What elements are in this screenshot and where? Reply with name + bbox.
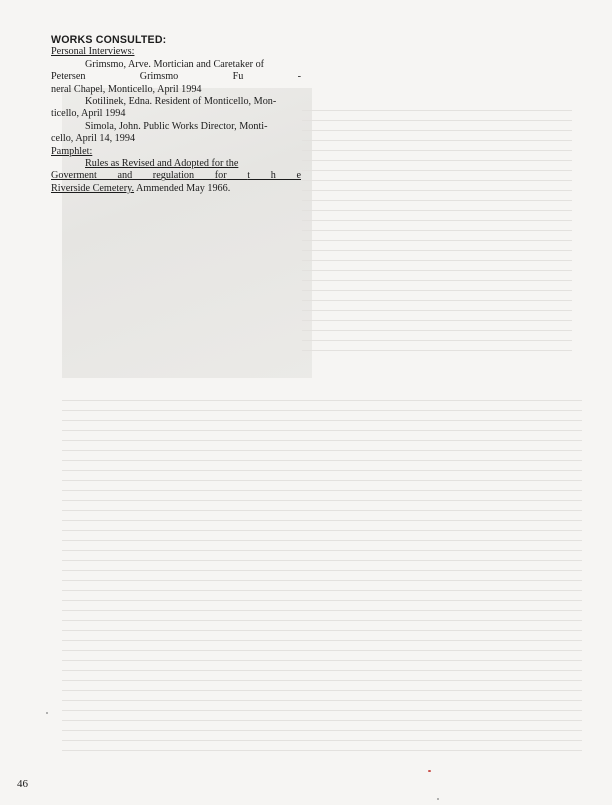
interview-entry-grimsmo [51, 59, 301, 96]
show-through-heading [362, 33, 367, 50]
entry-line: ticello, April 1994 [51, 108, 126, 120]
entry-line: Rules as Revised and Adopted for the [85, 158, 239, 170]
entry-line [51, 71, 301, 83]
entry-line-left: Goverment and regulation for [51, 170, 227, 182]
entry-line: Grimsmo, Arve. Mortician and Caretaker of [85, 58, 265, 70]
show-through-text-upper [302, 110, 572, 360]
entry-line: Kotilinek, Edna. Resident of Monticello, Mon- [85, 96, 277, 108]
entry-line [51, 170, 301, 182]
pamphlet-amended: Ammended May 1966. [134, 182, 231, 194]
scan-speck [437, 798, 439, 800]
pamphlet-entry [51, 158, 301, 195]
scan-speck [428, 770, 431, 772]
entry-line [51, 183, 301, 195]
entry-line: neral Chapel, Monticello, April 1994 [51, 83, 202, 95]
interview-entry-kotilinek [51, 96, 301, 121]
works-consulted-heading: WORKS CONSULTED: [51, 34, 167, 46]
show-through-text-lower [62, 400, 582, 760]
scan-speck [46, 712, 48, 714]
entry-line-right: Fu - [232, 71, 301, 83]
interview-entry-simola [51, 121, 301, 146]
entry-line: cello, April 14, 1994 [51, 133, 136, 145]
entry-line-right: t h e [247, 170, 301, 182]
pamphlet-label: Pamphlet: [51, 145, 93, 157]
entry-line-left: Petersen Grimsmo [51, 71, 179, 83]
entry-line: Simola, John. Public Works Director, Monti- [85, 120, 268, 132]
pamphlet-title-end: Riverside Cemetery. [51, 182, 135, 194]
works-consulted-section [51, 34, 301, 195]
personal-interviews-label: Personal Interviews: [51, 46, 135, 58]
page-number: 46 [17, 778, 28, 790]
